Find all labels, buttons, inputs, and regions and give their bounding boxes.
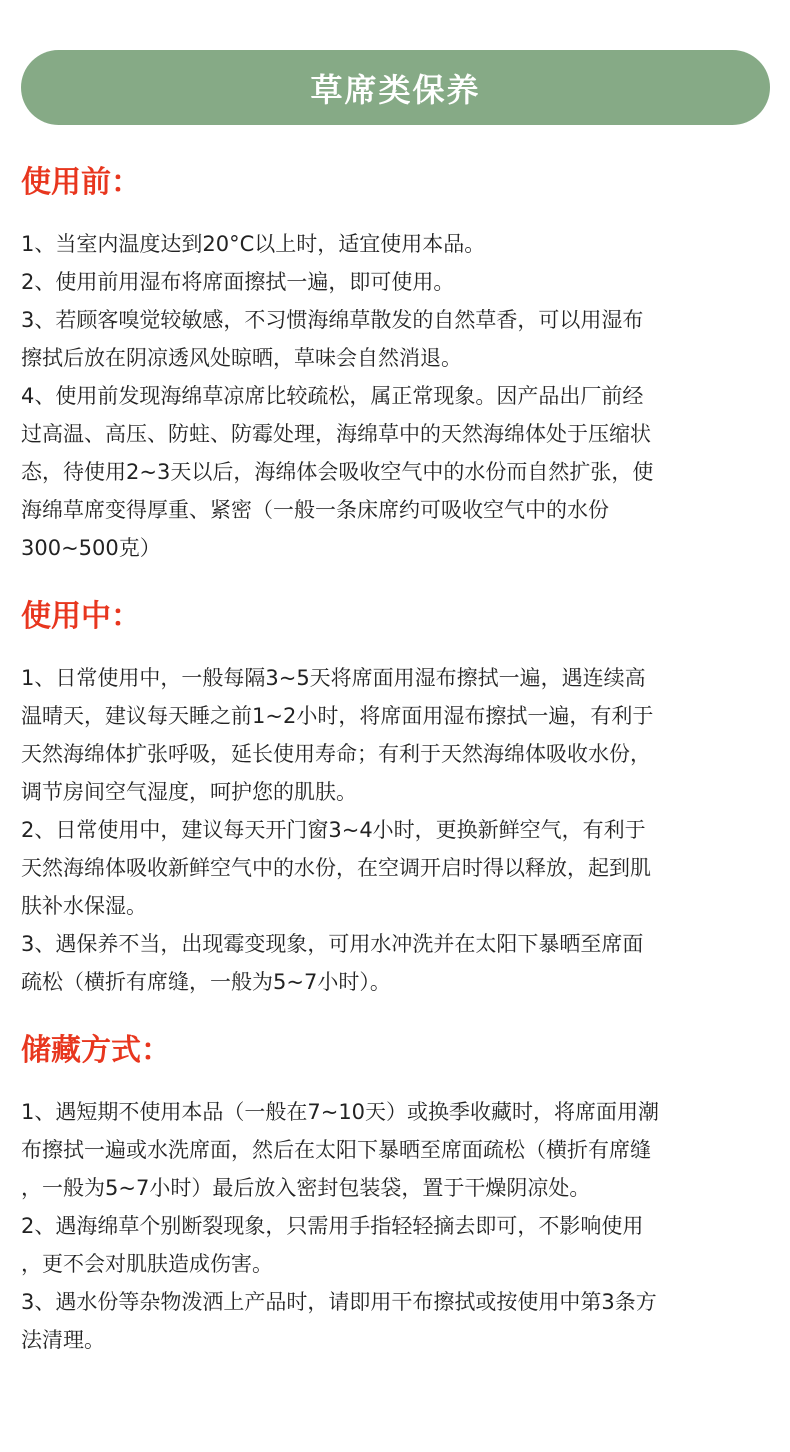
paragraph-list [21, 659, 773, 1001]
paragraph-list [21, 225, 773, 567]
banner-title: 草席类保养 [310, 70, 481, 109]
paragraph-list [21, 1093, 773, 1359]
paragraph: 1、日常使用中，一般每隔3~5天将席面用湿布擦拭一遍，遇连续高 温晴天，建议每天睡之前1~2小时，将席面用湿布擦拭一遍，有利于 天然海绵体扩张呼吸，延长使用寿命；有利于天然海绵体吸收水份， 调节房间空气湿度，呵护您的肌肤。 [21, 666, 654, 804]
paragraph: 3、遇水份等杂物泼洒上产品时，请即用干布擦拭或按使用中第3条方 法清理。 [21, 1290, 657, 1352]
paragraph: 1、当室内温度达到20°C以上时，适宜使用本品。 [21, 232, 486, 256]
paragraph: 4、使用前发现海绵草凉席比较疏松，属正常现象。因产品出厂前经 过高温、高压、防蛀、防霉处理，海绵草中的天然海绵体处于压缩状 态，待使用2~3天以后，海绵体会吸收空气中的水份而自然扩张，使 海绵草席变得厚重、紧密（一般一条床席约可吸收空气中的水份 300~500克） [21, 384, 654, 560]
section-during-use [21, 597, 773, 1001]
section-heading-before-use: 使用前： [21, 165, 141, 200]
title-banner [21, 50, 770, 125]
paragraph: 1、遇短期不使用本品（一般在7~10天）或换季收藏时，将席面用潮 布擦拭一遍或水洗席面，然后在太阳下暴晒至席面疏松（横折有席缝 ，一般为5~7小时）最后放入密封包装袋，置于干燥阴凉处。 [21, 1100, 660, 1200]
paragraph: 2、遇海绵草个别断裂现象，只需用手指轻轻摘去即可，不影响使用 ，更不会对肌肤造成伤害。 [21, 1214, 644, 1276]
section-before-use [21, 163, 773, 567]
paragraph: 3、若顾客嗅觉较敏感，不习惯海绵草散发的自然草香，可以用湿布 擦拭后放在阴凉透风处晾晒，草味会自然消退。 [21, 308, 644, 370]
section-heading-storage: 储藏方式： [21, 1033, 171, 1068]
paragraph: 2、使用前用湿布将席面擦拭一遍，即可使用。 [21, 270, 455, 294]
paragraph: 3、遇保养不当，出现霉变现象，可用水冲洗并在太阳下暴晒至席面 疏松（横折有席缝，一般为5~7小时）。 [21, 932, 644, 994]
section-storage [21, 1031, 773, 1359]
paragraph: 2、日常使用中，建议每天开门窗3~4小时，更换新鲜空气，有利于 天然海绵体吸收新鲜空气中的水份，在空调开启时得以释放，起到肌 肤补水保湿。 [21, 818, 651, 918]
section-heading-during-use: 使用中： [21, 599, 141, 634]
